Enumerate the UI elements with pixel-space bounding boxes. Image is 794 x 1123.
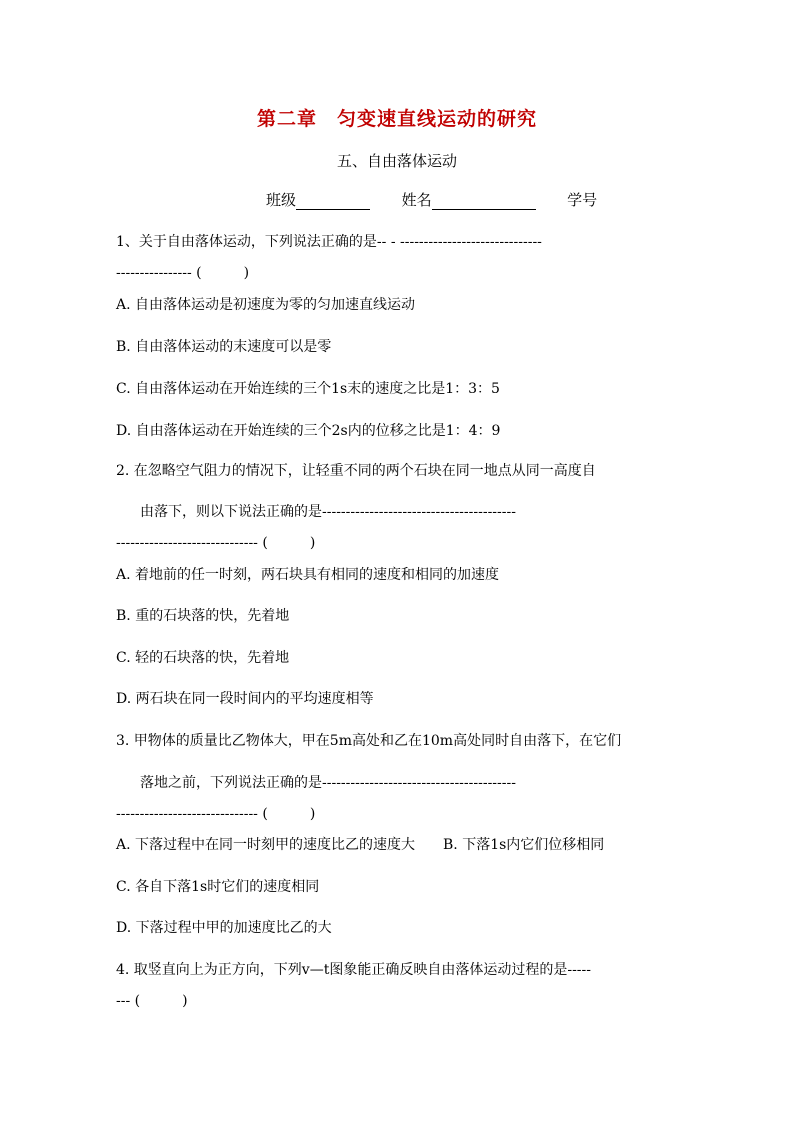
question-3-option-c: C. 各自下落1s时它们的速度相同 (116, 879, 320, 895)
class-blank[interactable] (296, 193, 370, 210)
question-4-stem-line-2: --- ( ) (116, 993, 188, 1009)
question-3-stem-line-2: 落地之前，下列说法正确的是----------------------------------------- (140, 775, 516, 791)
number-label: 学号 (567, 191, 598, 209)
question-3-option-ab: A. 下落过程中在同一时刻甲的速度比乙的速度大 B. 下落1s内它们位移相同 (116, 837, 605, 853)
question-2-option-a: A. 着地前的任一时刻，两石块具有相同的速度和相同的加速度 (116, 567, 500, 583)
class-label: 班级 (266, 191, 297, 209)
question-2-option-d: D. 两石块在同一段时间内的平均速度相等 (116, 691, 374, 707)
question-1-option-b: B. 自由落体运动的末速度可以是零 (116, 339, 332, 355)
question-2-option-b: B. 重的石块落的快，先着地 (116, 608, 290, 624)
question-2-option-c: C. 轻的石块落的快，先着地 (116, 650, 290, 666)
question-1-stem-line-1: 1、关于自由落体运动，下列说法正确的是-- - ------------------------------ (116, 234, 542, 250)
question-2-stem-line-2: 由落下，则以下说法正确的是----------------------------------------- (140, 504, 516, 520)
question-4-stem-line-1: 4. 取竖直向上为正方向，下列v—t图象能正确反映自由落体运动过程的是----- (116, 962, 591, 978)
name-blank[interactable] (432, 193, 536, 210)
question-1-option-a: A. 自由落体运动是初速度为零的匀加速直线运动 (116, 297, 416, 313)
question-3-stem-line-1: 3. 甲物体的质量比乙物体大，甲在5m高处和乙在10m高处同时自由落下，在它们 (116, 733, 622, 749)
student-info-row (266, 189, 597, 210)
question-2-stem-line-3: ------------------------------ ( ) (116, 535, 316, 551)
chapter-title: 第二章 匀变速直线运动的研究 (256, 108, 537, 130)
question-1-option-c: C. 自由落体运动在开始连续的三个1s末的速度之比是1：3：5 (116, 381, 500, 397)
question-3-option-d: D. 下落过程中甲的加速度比乙的大 (116, 920, 332, 936)
question-1-option-d: D. 自由落体运动在开始连续的三个2s内的位移之比是1：4：9 (116, 423, 501, 439)
section-subtitle: 五、自由落体运动 (336, 152, 457, 170)
question-1-stem-line-2: ---------------- ( ) (116, 265, 250, 281)
question-3-stem-line-3: ------------------------------ ( ) (116, 806, 316, 822)
name-label: 姓名 (401, 191, 432, 209)
question-2-stem-line-1: 2. 在忽略空气阻力的情况下，让轻重不同的两个石块在同一地点从同一高度自 (116, 463, 596, 479)
